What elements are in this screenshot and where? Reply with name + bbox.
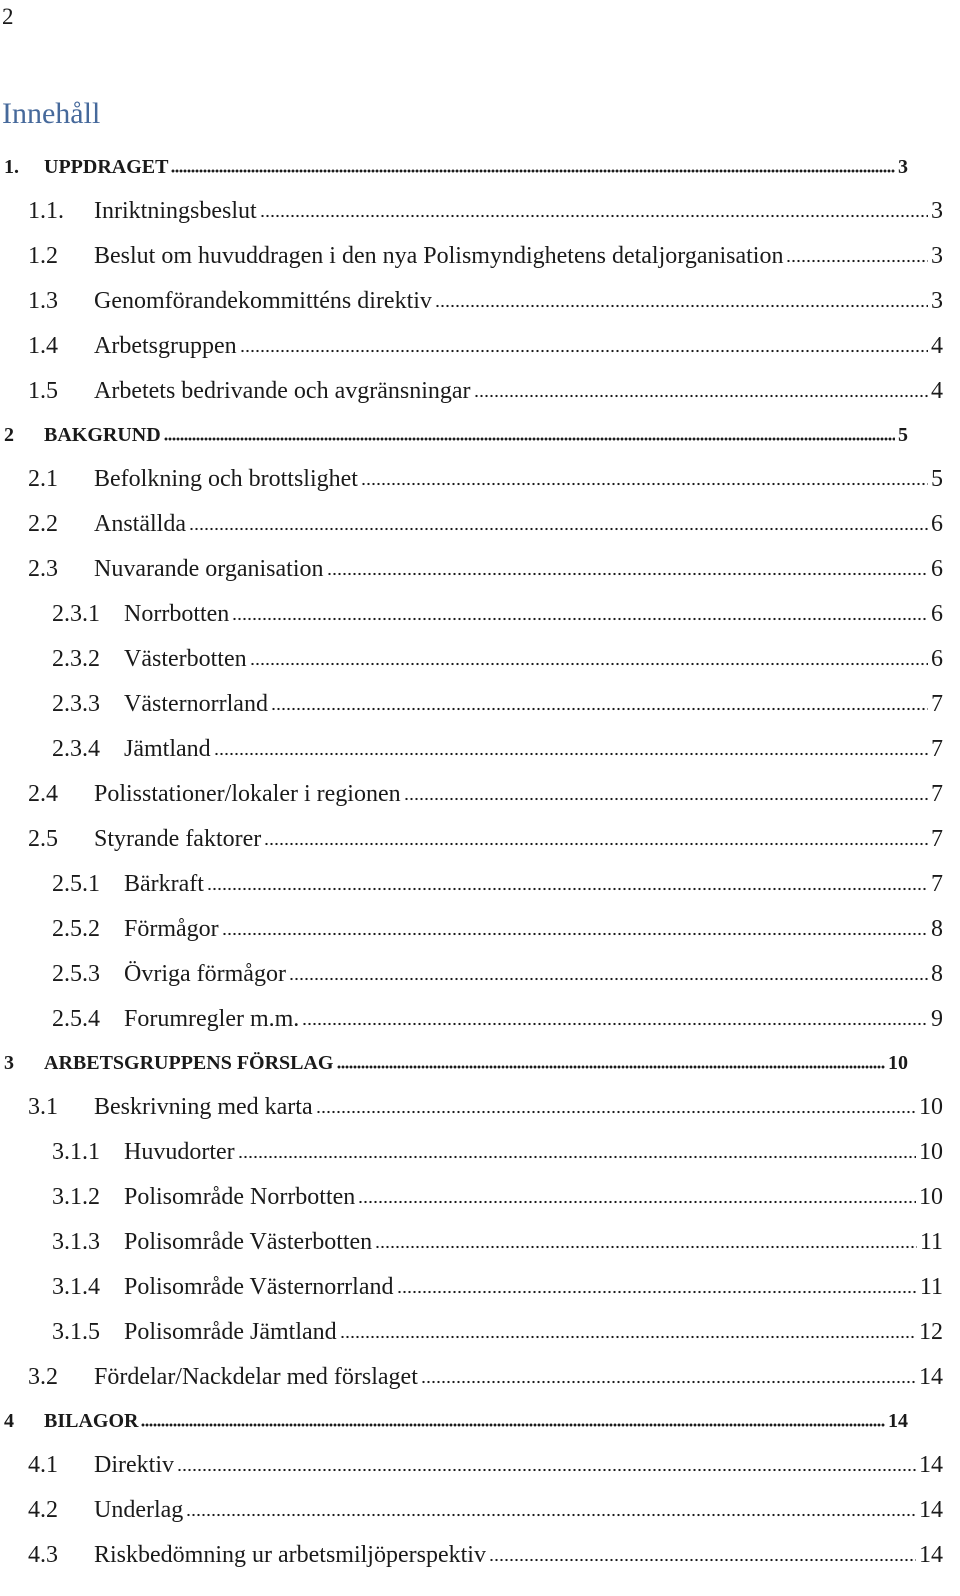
toc-entry[interactable] [0, 772, 943, 817]
toc-title: Innehåll [2, 97, 101, 130]
toc-entry-number: 2.2 [28, 511, 58, 537]
toc-entry-label: Beslut om huvuddragen i den nya Polismyndighetens detaljorganisation [94, 243, 784, 269]
toc-entry[interactable] [0, 1130, 943, 1175]
toc-entry-label: Riskbedömning ur arbetsmiljöperspektiv [94, 1542, 486, 1568]
toc-entry-page: 10 [919, 1094, 943, 1120]
toc-entry-number: 2.3.3 [52, 691, 100, 717]
dot-leader [358, 1200, 916, 1204]
table-of-contents [0, 146, 960, 1578]
dot-leader [240, 349, 928, 353]
dot-leader [375, 1245, 917, 1249]
dot-leader [340, 1335, 916, 1339]
toc-entry[interactable] [0, 1355, 943, 1400]
dot-leader [260, 214, 928, 218]
toc-entry[interactable] [0, 907, 943, 952]
toc-entry-number: 4 [4, 1410, 14, 1432]
toc-entry-page: 9 [931, 1006, 943, 1032]
toc-entry-number: 2.3.1 [52, 601, 100, 627]
toc-entry[interactable] [0, 146, 908, 189]
toc-entry[interactable] [0, 1042, 908, 1085]
toc-entry[interactable] [0, 1443, 943, 1488]
dot-leader [222, 932, 928, 936]
toc-entry-number: 1.5 [28, 378, 58, 404]
dot-leader [207, 887, 928, 891]
toc-entry-label: BILAGOR [44, 1410, 139, 1432]
toc-entry-number: 3.1.3 [52, 1229, 100, 1255]
toc-entry[interactable] [0, 637, 943, 682]
toc-entry-page: 14 [888, 1410, 908, 1432]
toc-entry-number: 3 [4, 1052, 14, 1074]
dot-leader [264, 842, 928, 846]
toc-entry-label: Polisstationer/lokaler i regionen [94, 781, 401, 807]
toc-entry-number: 2.5.2 [52, 916, 100, 942]
toc-entry-number: 4.2 [28, 1497, 58, 1523]
toc-entry-page: 5 [898, 424, 908, 446]
toc-entry[interactable] [0, 592, 943, 637]
toc-entry-label: Förmågor [124, 916, 219, 942]
dot-leader [316, 1110, 916, 1114]
toc-entry[interactable] [0, 727, 943, 772]
dot-leader [337, 1065, 886, 1069]
toc-entry-number: 1.3 [28, 288, 58, 314]
toc-entry-page: 8 [931, 916, 943, 942]
toc-entry-page: 7 [931, 871, 943, 897]
toc-entry-label: Polisområde Norrbotten [124, 1184, 356, 1210]
toc-entry-page: 14 [919, 1497, 943, 1523]
toc-entry-label: Befolkning och brottslighet [94, 466, 358, 492]
dot-leader [164, 437, 895, 441]
toc-entry-label: BAKGRUND [44, 424, 161, 446]
toc-entry-number: 2.5 [28, 826, 58, 852]
toc-entry-number: 1.1. [28, 198, 64, 224]
toc-entry[interactable] [0, 817, 943, 862]
toc-entry-label: Huvudorter [124, 1139, 235, 1165]
toc-entry-number: 2.3.4 [52, 736, 100, 762]
toc-entry-label: Polisområde Jämtland [124, 1319, 337, 1345]
toc-entry-number: 4.3 [28, 1542, 58, 1568]
dot-leader [177, 1468, 916, 1472]
toc-entry-number: 3.1.4 [52, 1274, 100, 1300]
toc-entry-page: 3 [931, 243, 943, 269]
toc-entry[interactable] [0, 324, 943, 369]
toc-entry-page: 10 [919, 1184, 943, 1210]
toc-entry-label: Inriktningsbeslut [94, 198, 257, 224]
toc-entry-page: 6 [931, 556, 943, 582]
toc-entry-number: 1.2 [28, 243, 58, 269]
toc-entry-label: Direktiv [94, 1452, 174, 1478]
toc-entry-page: 7 [931, 691, 943, 717]
dot-leader [250, 662, 928, 666]
toc-entry-page: 11 [919, 1274, 943, 1300]
toc-entry-label: Jämtland [124, 736, 211, 762]
toc-entry-page: 14 [919, 1452, 943, 1478]
toc-entry-label: Arbetets bedrivande och avgränsningar [94, 378, 471, 404]
dot-leader [171, 169, 895, 173]
dot-leader [141, 1423, 885, 1427]
toc-entry-page: 6 [931, 646, 943, 672]
toc-entry-page: 8 [931, 961, 943, 987]
toc-entry-label: Västerbotten [124, 646, 247, 672]
toc-entry-label: Anställda [94, 511, 186, 537]
toc-entry-page: 3 [898, 156, 908, 178]
dot-leader [397, 1290, 917, 1294]
toc-entry-number: 3.1 [28, 1094, 58, 1120]
dot-leader [327, 572, 929, 576]
dot-leader [421, 1380, 916, 1384]
toc-entry-page: 3 [931, 288, 943, 314]
toc-entry-page: 6 [931, 511, 943, 537]
toc-entry-number: 2.1 [28, 466, 58, 492]
toc-entry[interactable] [0, 1533, 943, 1578]
toc-entry-page: 10 [919, 1139, 943, 1165]
toc-entry-number: 3.2 [28, 1364, 58, 1390]
toc-entry[interactable] [0, 997, 943, 1042]
dot-leader [289, 977, 928, 981]
dot-leader [474, 394, 928, 398]
toc-entry[interactable] [0, 279, 943, 324]
toc-entry-page: 3 [931, 198, 943, 224]
toc-entry-label: Övriga förmågor [124, 961, 286, 987]
toc-entry-page: 7 [931, 736, 943, 762]
toc-entry-number: 2.3.2 [52, 646, 100, 672]
toc-entry-page: 14 [919, 1364, 943, 1390]
dot-leader [186, 1513, 916, 1517]
toc-entry-label: Forumregler m.m. [124, 1006, 300, 1032]
toc-entry-label: Bärkraft [124, 871, 204, 897]
toc-entry-label: ARBETSGRUPPENS FÖRSLAG [44, 1052, 334, 1074]
toc-entry[interactable] [0, 862, 943, 907]
dot-leader [786, 259, 928, 263]
toc-entry-page: 7 [931, 781, 943, 807]
toc-entry-label: Styrande faktorer [94, 826, 262, 852]
toc-entry-label: Västernorrland [124, 691, 268, 717]
toc-entry-label: Arbetsgruppen [94, 333, 237, 359]
page-number: 2 [2, 4, 14, 29]
toc-entry-number: 1. [4, 156, 19, 178]
toc-entry[interactable] [0, 1085, 943, 1130]
toc-entry[interactable] [0, 952, 943, 997]
toc-entry-number: 3.1.1 [52, 1139, 100, 1165]
toc-entry[interactable] [0, 1310, 943, 1355]
toc-entry-label: Genomförandekommitténs direktiv [94, 288, 432, 314]
toc-entry[interactable] [0, 369, 943, 414]
dot-leader [404, 797, 928, 801]
toc-entry-label: Underlag [94, 1497, 184, 1523]
toc-entry-number: 2 [4, 424, 14, 446]
toc-entry-page: 10 [888, 1052, 908, 1074]
toc-entry-label: Polisområde Västerbotten [124, 1229, 373, 1255]
toc-entry-number: 2.5.3 [52, 961, 100, 987]
toc-entry-page: 14 [919, 1542, 943, 1568]
toc-entry-label: Beskrivning med karta [94, 1094, 313, 1120]
toc-entry-page: 6 [931, 601, 943, 627]
toc-entry-number: 2.4 [28, 781, 58, 807]
toc-entry-page: 12 [919, 1319, 943, 1345]
toc-entry-page: 7 [931, 826, 943, 852]
toc-entry-number: 4.1 [28, 1452, 58, 1478]
toc-entry[interactable] [0, 1175, 943, 1220]
toc-entry[interactable] [0, 502, 943, 547]
dot-leader [302, 1022, 928, 1026]
toc-entry-page: 11 [919, 1229, 943, 1255]
toc-entry-label: Norrbotten [124, 601, 230, 627]
toc-entry-label: Fördelar/Nackdelar med förslaget [94, 1364, 418, 1390]
toc-entry-label: Nuvarande organisation [94, 556, 324, 582]
toc-entry-number: 3.1.5 [52, 1319, 100, 1345]
toc-entry-page: 5 [931, 466, 943, 492]
dot-leader [189, 527, 928, 531]
toc-entry[interactable] [0, 414, 908, 457]
dot-leader [489, 1558, 916, 1562]
toc-entry-number: 2.5.1 [52, 871, 100, 897]
toc-entry[interactable] [0, 457, 943, 502]
toc-entry[interactable] [0, 547, 943, 592]
toc-entry-label: Polisområde Västernorrland [124, 1274, 394, 1300]
toc-entry-number: 1.4 [28, 333, 58, 359]
dot-leader [435, 304, 928, 308]
toc-entry-label: UPPDRAGET [44, 156, 169, 178]
dot-leader [361, 482, 928, 486]
dot-leader [238, 1155, 916, 1159]
toc-entry[interactable] [0, 1400, 908, 1443]
toc-entry-number: 3.1.2 [52, 1184, 100, 1210]
toc-entry-page: 4 [931, 333, 943, 359]
dot-leader [214, 752, 928, 756]
toc-entry-number: 2.5.4 [52, 1006, 100, 1032]
toc-entry[interactable] [0, 1220, 943, 1265]
toc-entry[interactable] [0, 234, 943, 279]
toc-entry[interactable] [0, 682, 943, 727]
toc-entry[interactable] [0, 1488, 943, 1533]
toc-entry-page: 4 [931, 378, 943, 404]
toc-entry[interactable] [0, 1265, 943, 1310]
toc-entry-number: 2.3 [28, 556, 58, 582]
dot-leader [271, 707, 928, 711]
dot-leader [232, 617, 928, 621]
toc-entry[interactable] [0, 189, 943, 234]
